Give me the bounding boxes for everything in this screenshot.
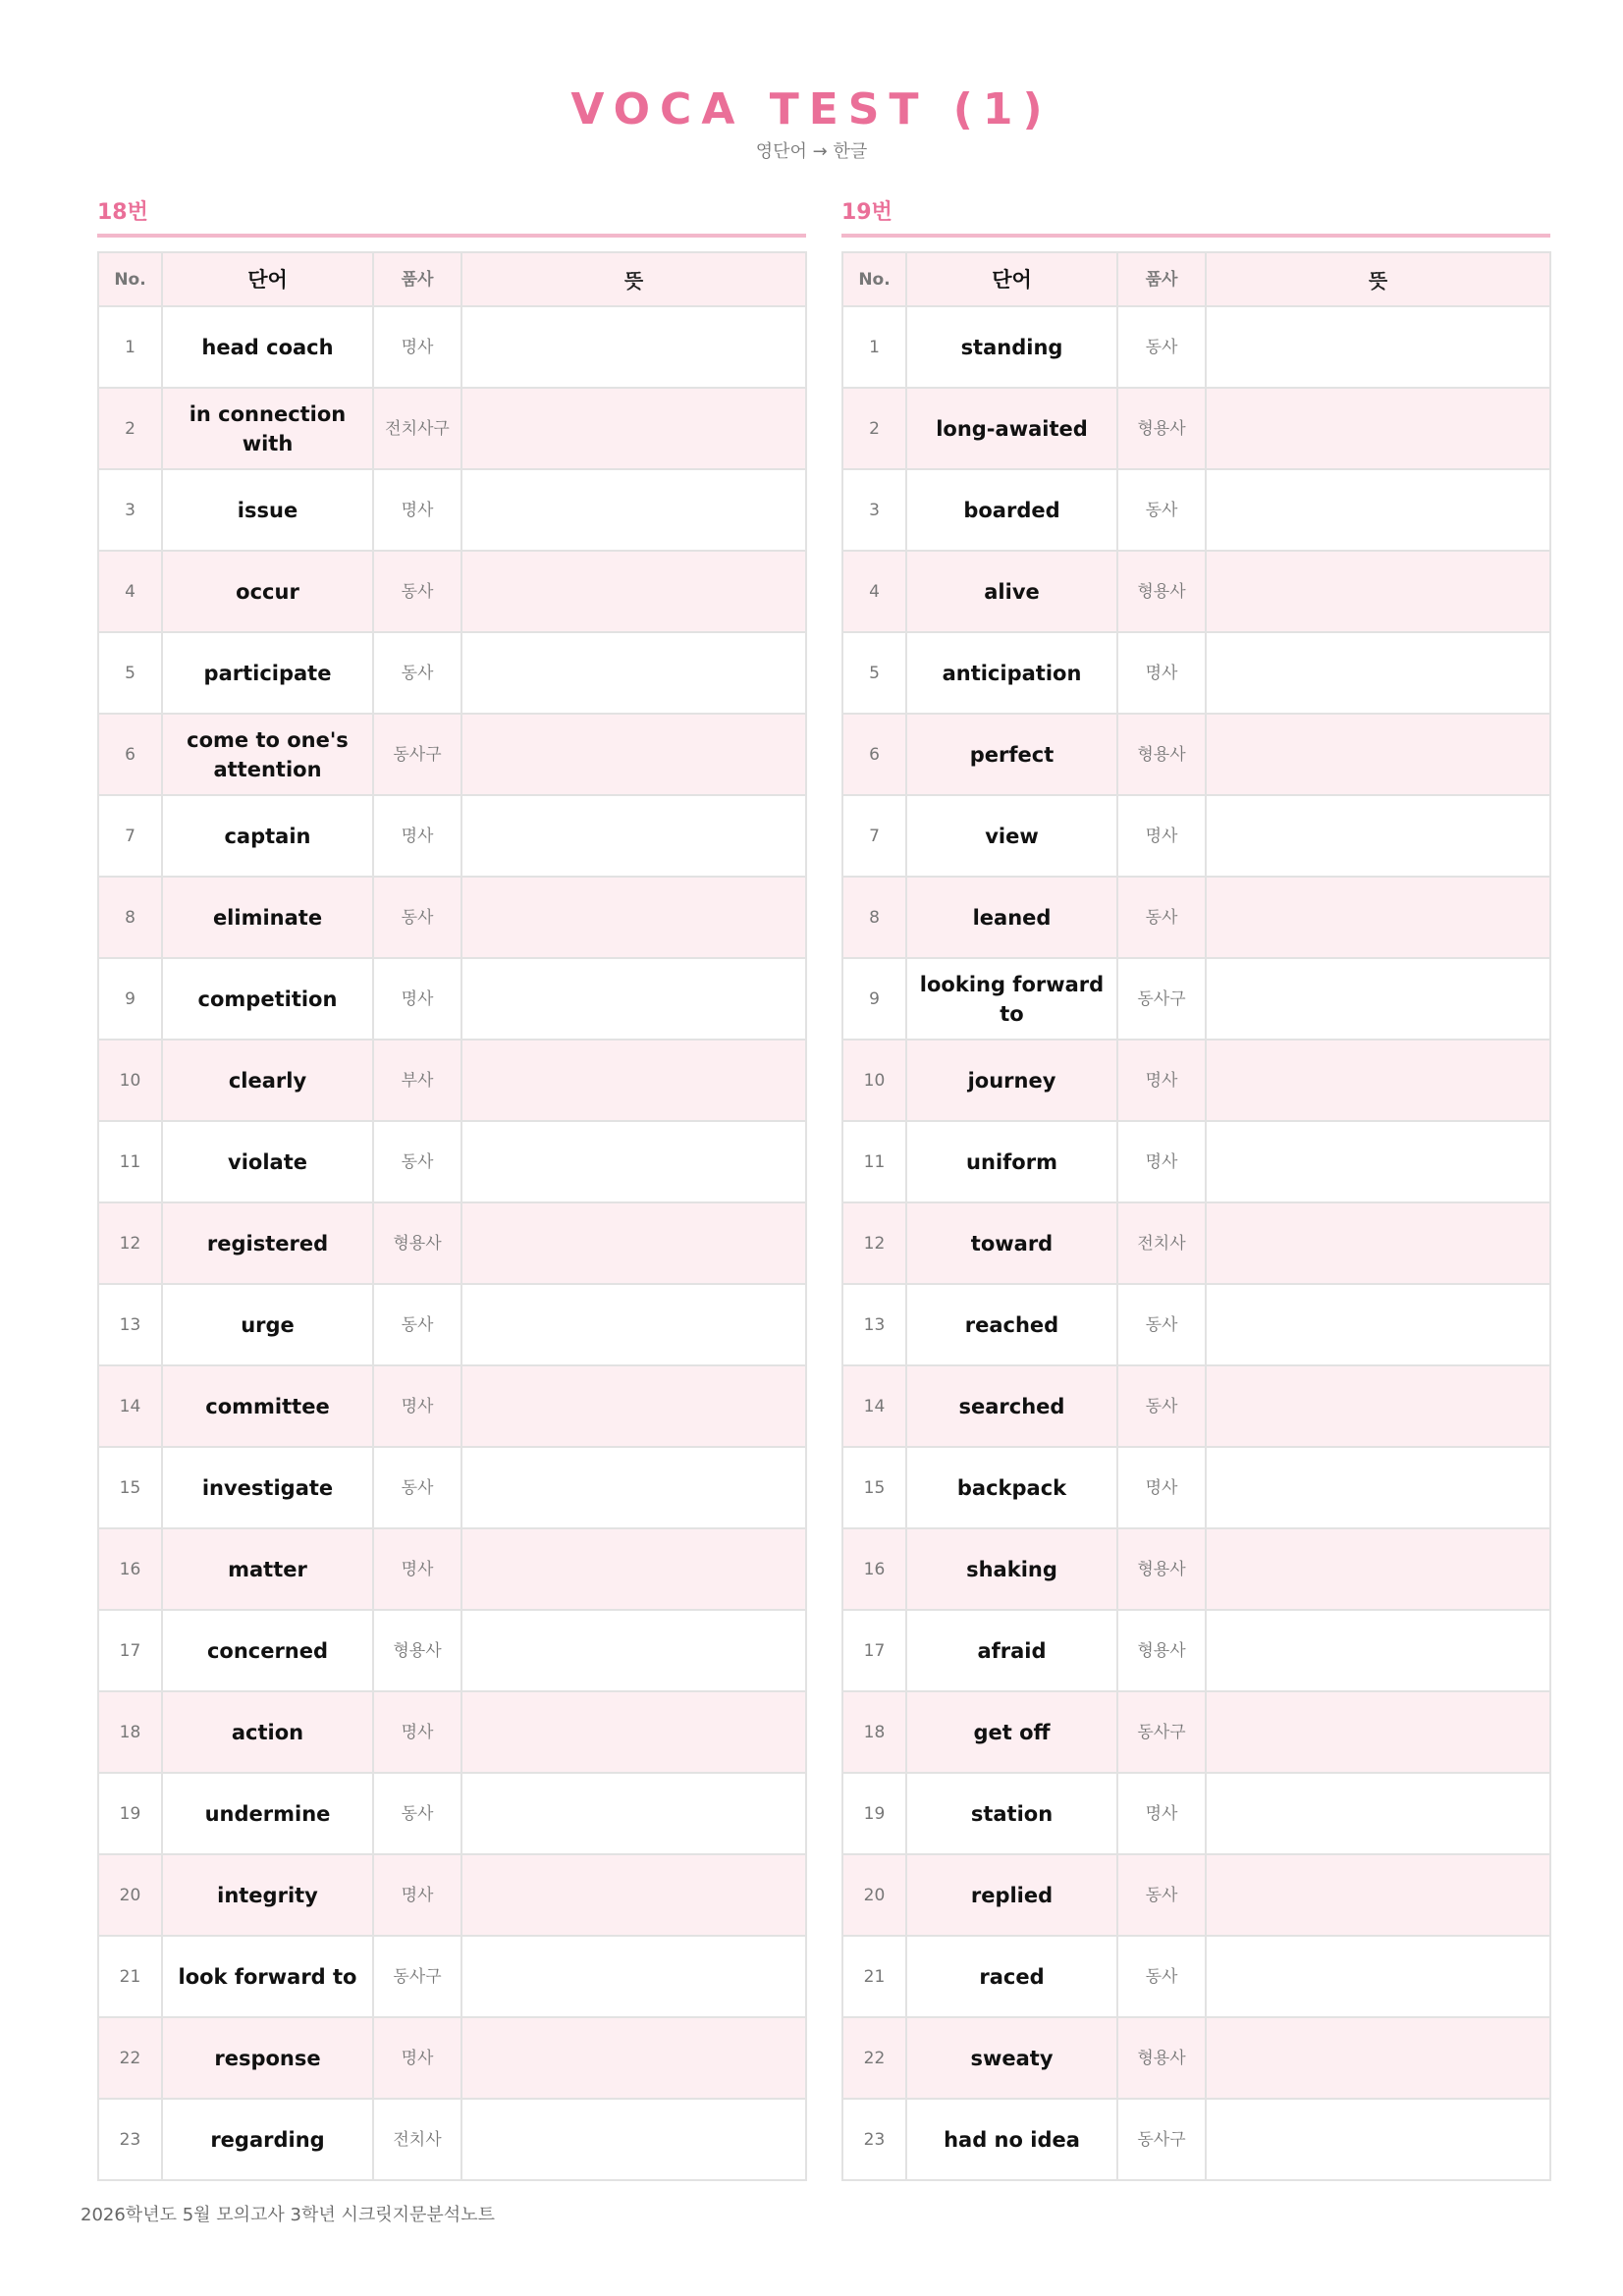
row-part-of-speech: 동사 (373, 877, 461, 958)
row-part-of-speech: 형용사 (1117, 2017, 1206, 2099)
row-word: shaking (906, 1528, 1117, 1610)
table-row (98, 1202, 806, 1284)
row-meaning-blank[interactable] (1206, 469, 1550, 551)
row-number: 8 (842, 877, 906, 958)
row-meaning-blank[interactable] (461, 1773, 806, 1854)
row-word: anticipation (906, 632, 1117, 714)
table-row (842, 1854, 1550, 1936)
row-number: 20 (98, 1854, 162, 1936)
row-meaning-blank[interactable] (461, 632, 806, 714)
row-meaning-blank[interactable] (1206, 1691, 1550, 1773)
row-meaning-blank[interactable] (1206, 958, 1550, 1040)
row-part-of-speech: 동사 (1117, 306, 1206, 388)
row-part-of-speech: 명사 (373, 1528, 461, 1610)
table-row (98, 2099, 806, 2180)
row-number: 2 (842, 388, 906, 469)
table-row (98, 1854, 806, 1936)
row-word: afraid (906, 1610, 1117, 1691)
row-word: committee (162, 1365, 373, 1447)
row-word: issue (162, 469, 373, 551)
row-number: 6 (842, 714, 906, 795)
row-part-of-speech: 전치사구 (373, 388, 461, 469)
row-word: integrity (162, 1854, 373, 1936)
row-number: 3 (842, 469, 906, 551)
row-word: clearly (162, 1040, 373, 1121)
table-row (842, 2017, 1550, 2099)
row-word: matter (162, 1528, 373, 1610)
row-part-of-speech: 명사 (373, 306, 461, 388)
row-word: toward (906, 1202, 1117, 1284)
header-no: No. (842, 252, 906, 306)
row-number: 1 (98, 306, 162, 388)
header-meaning: 뜻 (1206, 252, 1550, 306)
row-meaning-blank[interactable] (1206, 1854, 1550, 1936)
row-number: 8 (98, 877, 162, 958)
row-meaning-blank[interactable] (461, 388, 806, 469)
row-word: concerned (162, 1610, 373, 1691)
row-word: eliminate (162, 877, 373, 958)
row-number: 22 (842, 2017, 906, 2099)
row-word: standing (906, 306, 1117, 388)
row-word: captain (162, 795, 373, 877)
row-meaning-blank[interactable] (461, 1610, 806, 1691)
row-part-of-speech: 동사 (373, 632, 461, 714)
table-body (842, 306, 1550, 2180)
row-meaning-blank[interactable] (461, 1854, 806, 1936)
row-word: boarded (906, 469, 1117, 551)
table-row (98, 714, 806, 795)
row-part-of-speech: 동사 (1117, 469, 1206, 551)
row-meaning-blank[interactable] (461, 1447, 806, 1528)
row-word: long-awaited (906, 388, 1117, 469)
table-row (842, 1610, 1550, 1691)
table-row (98, 551, 806, 632)
row-part-of-speech: 형용사 (1117, 551, 1206, 632)
row-part-of-speech: 부사 (373, 1040, 461, 1121)
table-row (98, 469, 806, 551)
row-part-of-speech: 형용사 (1117, 1528, 1206, 1610)
row-word: leaned (906, 877, 1117, 958)
page-subtitle: 영단어 → 한글 (755, 141, 868, 162)
table-row (842, 958, 1550, 1040)
row-number: 19 (98, 1773, 162, 1854)
header-word: 단어 (906, 252, 1117, 306)
row-meaning-blank[interactable] (1206, 795, 1550, 877)
row-number: 11 (98, 1121, 162, 1202)
table-row (98, 877, 806, 958)
row-word: competition (162, 958, 373, 1040)
table-row (842, 388, 1550, 469)
row-part-of-speech: 형용사 (1117, 388, 1206, 469)
row-part-of-speech: 명사 (373, 2017, 461, 2099)
row-number: 7 (842, 795, 906, 877)
row-word: replied (906, 1854, 1117, 1936)
row-number: 9 (842, 958, 906, 1040)
table-row (842, 1691, 1550, 1773)
row-part-of-speech: 명사 (1117, 1447, 1206, 1528)
row-meaning-blank[interactable] (1206, 1773, 1550, 1854)
section-label: 18번 (97, 196, 806, 238)
row-meaning-blank[interactable] (1206, 2017, 1550, 2099)
table-row (98, 1936, 806, 2017)
row-meaning-blank[interactable] (1206, 1936, 1550, 2017)
row-number: 23 (98, 2099, 162, 2180)
table-row (842, 1284, 1550, 1365)
row-number: 14 (842, 1365, 906, 1447)
table-row (842, 877, 1550, 958)
row-meaning-blank[interactable] (461, 2017, 806, 2099)
row-word: uniform (906, 1121, 1117, 1202)
table-row (98, 1365, 806, 1447)
table-header-row (842, 252, 1550, 306)
table-row (98, 1528, 806, 1610)
row-part-of-speech: 동사 (373, 1284, 461, 1365)
row-word: sweaty (906, 2017, 1117, 2099)
row-meaning-blank[interactable] (1206, 551, 1550, 632)
table-row (842, 2099, 1550, 2180)
row-meaning-blank[interactable] (1206, 306, 1550, 388)
table-row (98, 1691, 806, 1773)
row-meaning-blank[interactable] (461, 2099, 806, 2180)
row-part-of-speech: 동사 (1117, 1284, 1206, 1365)
table-row (842, 469, 1550, 551)
row-number: 20 (842, 1854, 906, 1936)
row-number: 18 (98, 1691, 162, 1773)
row-word: backpack (906, 1447, 1117, 1528)
table-row (842, 795, 1550, 877)
table-row (98, 1610, 806, 1691)
row-meaning-blank[interactable] (461, 1365, 806, 1447)
row-word: regarding (162, 2099, 373, 2180)
row-number: 1 (842, 306, 906, 388)
row-part-of-speech: 명사 (373, 1691, 461, 1773)
table-row (842, 1040, 1550, 1121)
row-meaning-blank[interactable] (461, 306, 806, 388)
row-part-of-speech: 형용사 (1117, 714, 1206, 795)
row-part-of-speech: 명사 (1117, 632, 1206, 714)
row-number: 18 (842, 1691, 906, 1773)
row-word: reached (906, 1284, 1117, 1365)
table-row (842, 714, 1550, 795)
row-part-of-speech: 동사구 (373, 714, 461, 795)
row-part-of-speech: 동사 (1117, 1854, 1206, 1936)
row-word: perfect (906, 714, 1117, 795)
row-number: 9 (98, 958, 162, 1040)
row-word: head coach (162, 306, 373, 388)
row-meaning-blank[interactable] (1206, 1610, 1550, 1691)
row-word: participate (162, 632, 373, 714)
row-meaning-blank[interactable] (461, 1202, 806, 1284)
row-word: view (906, 795, 1117, 877)
row-number: 4 (842, 551, 906, 632)
row-number: 11 (842, 1121, 906, 1202)
row-part-of-speech: 동사 (373, 1773, 461, 1854)
row-number: 13 (842, 1284, 906, 1365)
row-meaning-blank[interactable] (461, 1284, 806, 1365)
row-number: 12 (98, 1202, 162, 1284)
row-meaning-blank[interactable] (1206, 1528, 1550, 1610)
table-row (98, 1284, 806, 1365)
row-meaning-blank[interactable] (461, 877, 806, 958)
row-meaning-blank[interactable] (1206, 1121, 1550, 1202)
row-word: get off (906, 1691, 1117, 1773)
section-label: 19번 (841, 196, 1550, 238)
row-meaning-blank[interactable] (461, 1121, 806, 1202)
row-part-of-speech: 명사 (373, 1365, 461, 1447)
row-number: 3 (98, 469, 162, 551)
row-meaning-blank[interactable] (1206, 714, 1550, 795)
row-word: urge (162, 1284, 373, 1365)
header-meaning: 뜻 (461, 252, 806, 306)
header-no: No. (98, 252, 162, 306)
row-part-of-speech: 형용사 (1117, 1610, 1206, 1691)
row-part-of-speech: 동사 (373, 551, 461, 632)
table-row (842, 1365, 1550, 1447)
page-footer: 2026학년도 5월 모의고사 3학년 시크릿지문분석노트 (81, 2205, 495, 2225)
row-word: had no idea (906, 2099, 1117, 2180)
section-18 (97, 196, 806, 2181)
row-word: violate (162, 1121, 373, 1202)
row-number: 10 (842, 1040, 906, 1121)
table-row (842, 632, 1550, 714)
row-meaning-blank[interactable] (461, 1936, 806, 2017)
row-word: station (906, 1773, 1117, 1854)
section-19 (841, 196, 1550, 2181)
row-meaning-blank[interactable] (1206, 1365, 1550, 1447)
row-meaning-blank[interactable] (461, 551, 806, 632)
row-number: 17 (98, 1610, 162, 1691)
row-meaning-blank[interactable] (1206, 1447, 1550, 1528)
row-number: 5 (98, 632, 162, 714)
row-meaning-blank[interactable] (1206, 1284, 1550, 1365)
table-row (98, 306, 806, 388)
row-word: registered (162, 1202, 373, 1284)
row-word: alive (906, 551, 1117, 632)
row-number: 14 (98, 1365, 162, 1447)
row-meaning-blank[interactable] (461, 714, 806, 795)
table-row (98, 388, 806, 469)
row-part-of-speech: 동사 (1117, 1936, 1206, 2017)
row-meaning-blank[interactable] (461, 958, 806, 1040)
row-number: 16 (98, 1528, 162, 1610)
vocab-table (97, 251, 807, 2181)
row-word: undermine (162, 1773, 373, 1854)
row-part-of-speech: 형용사 (373, 1202, 461, 1284)
row-part-of-speech: 동사구 (373, 1936, 461, 2017)
row-part-of-speech: 형용사 (373, 1610, 461, 1691)
vocab-table (841, 251, 1551, 2181)
row-part-of-speech: 명사 (1117, 1040, 1206, 1121)
row-meaning-blank[interactable] (1206, 632, 1550, 714)
row-number: 15 (98, 1447, 162, 1528)
row-number: 21 (842, 1936, 906, 2017)
row-part-of-speech: 전치사 (1117, 1202, 1206, 1284)
table-header-row (98, 252, 806, 306)
table-row (98, 2017, 806, 2099)
row-number: 10 (98, 1040, 162, 1121)
table-body (98, 306, 806, 2180)
row-meaning-blank[interactable] (461, 795, 806, 877)
row-meaning-blank[interactable] (461, 1528, 806, 1610)
row-number: 23 (842, 2099, 906, 2180)
row-word: look forward to (162, 1936, 373, 2017)
row-part-of-speech: 전치사 (373, 2099, 461, 2180)
table-row (842, 1936, 1550, 2017)
row-number: 17 (842, 1610, 906, 1691)
row-number: 12 (842, 1202, 906, 1284)
row-part-of-speech: 동사구 (1117, 2099, 1206, 2180)
row-part-of-speech: 동사 (1117, 1365, 1206, 1447)
row-number: 13 (98, 1284, 162, 1365)
row-part-of-speech: 동사구 (1117, 1691, 1206, 1773)
row-number: 6 (98, 714, 162, 795)
table-row (98, 1121, 806, 1202)
table-row (98, 958, 806, 1040)
row-word: journey (906, 1040, 1117, 1121)
row-word: action (162, 1691, 373, 1773)
row-word: occur (162, 551, 373, 632)
table-row (842, 306, 1550, 388)
table-row (842, 1202, 1550, 1284)
row-number: 2 (98, 388, 162, 469)
row-meaning-blank[interactable] (1206, 388, 1550, 469)
row-part-of-speech: 명사 (373, 958, 461, 1040)
row-part-of-speech: 명사 (1117, 1121, 1206, 1202)
header-pos: 품사 (1117, 252, 1206, 306)
row-number: 22 (98, 2017, 162, 2099)
row-word: investigate (162, 1447, 373, 1528)
row-part-of-speech: 동사 (373, 1447, 461, 1528)
row-word: in connection with (162, 388, 373, 469)
header-word: 단어 (162, 252, 373, 306)
table-row (842, 1447, 1550, 1528)
row-part-of-speech: 동사 (373, 1121, 461, 1202)
row-number: 21 (98, 1936, 162, 2017)
table-row (842, 1528, 1550, 1610)
row-meaning-blank[interactable] (1206, 1202, 1550, 1284)
row-number: 19 (842, 1773, 906, 1854)
row-meaning-blank[interactable] (1206, 2099, 1550, 2180)
row-number: 15 (842, 1447, 906, 1528)
row-word: searched (906, 1365, 1117, 1447)
table-row (98, 1040, 806, 1121)
row-word: come to one's attention (162, 714, 373, 795)
table-row (98, 1773, 806, 1854)
row-part-of-speech: 명사 (1117, 1773, 1206, 1854)
row-number: 5 (842, 632, 906, 714)
row-number: 4 (98, 551, 162, 632)
row-meaning-blank[interactable] (1206, 1040, 1550, 1121)
row-part-of-speech: 명사 (373, 1854, 461, 1936)
row-word: response (162, 2017, 373, 2099)
row-part-of-speech: 명사 (1117, 795, 1206, 877)
row-number: 7 (98, 795, 162, 877)
row-part-of-speech: 명사 (373, 795, 461, 877)
row-part-of-speech: 명사 (373, 469, 461, 551)
row-part-of-speech: 동사 (1117, 877, 1206, 958)
table-row (98, 632, 806, 714)
row-word: raced (906, 1936, 1117, 2017)
table-row (842, 1773, 1550, 1854)
table-row (98, 1447, 806, 1528)
row-meaning-blank[interactable] (1206, 877, 1550, 958)
table-row (98, 795, 806, 877)
row-meaning-blank[interactable] (461, 1040, 806, 1121)
row-meaning-blank[interactable] (461, 469, 806, 551)
table-row (842, 1121, 1550, 1202)
row-meaning-blank[interactable] (461, 1691, 806, 1773)
table-row (842, 551, 1550, 632)
row-word: looking forward to (906, 958, 1117, 1040)
header-pos: 품사 (373, 252, 461, 306)
row-number: 16 (842, 1528, 906, 1610)
row-part-of-speech: 동사구 (1117, 958, 1206, 1040)
page-title: VOCA TEST (1) (570, 84, 1053, 134)
